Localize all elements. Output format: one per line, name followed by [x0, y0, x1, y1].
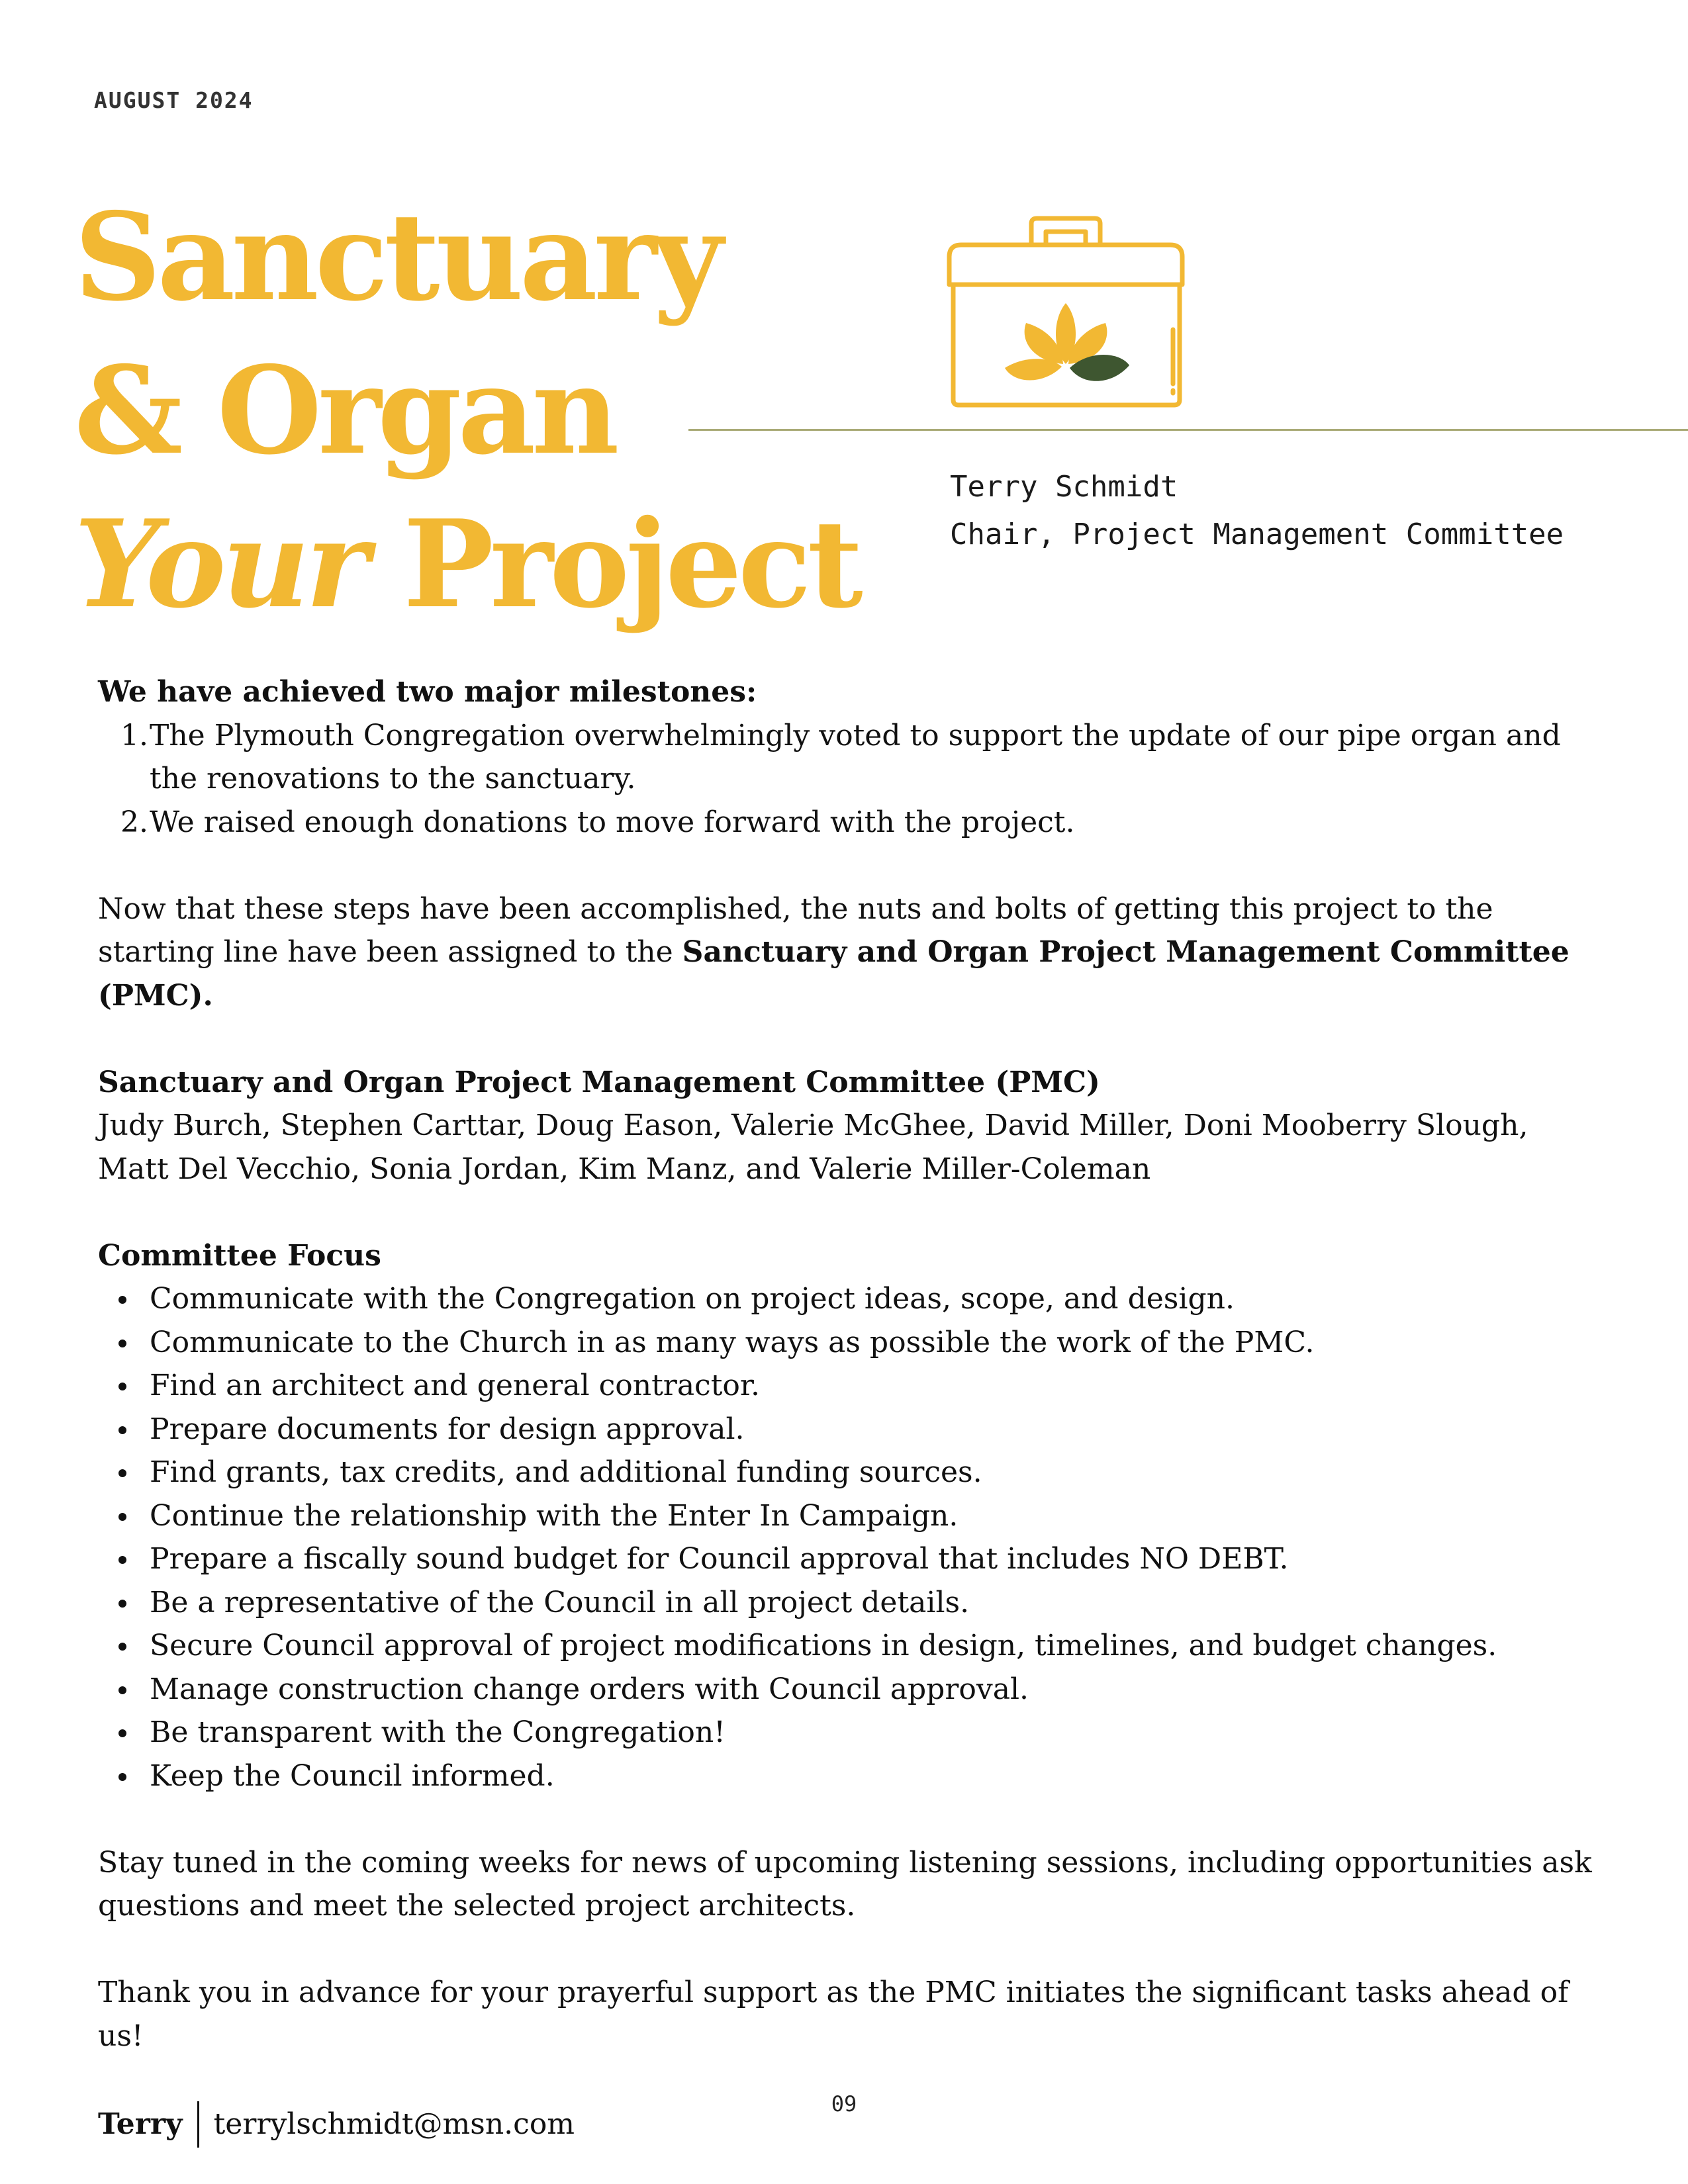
toolbox-leaf-icon [933, 205, 1198, 410]
list-item: Manage construction change orders with Council approval. [98, 1668, 1607, 1711]
intro-paragraph [98, 887, 1607, 1018]
title-line-2: & Organ [74, 340, 616, 481]
list-item: Be transparent with the Congregation! [98, 1711, 1607, 1754]
list-item [98, 714, 1607, 801]
author-name: Terry Schmidt [950, 470, 1178, 504]
title-line-3-rest: Project [403, 493, 859, 635]
signature-name: Terry [98, 2107, 183, 2141]
title-line-1: Sanctuary [74, 186, 720, 328]
list-item: Continue the relationship with the Enter In Campaign. [98, 1494, 1607, 1538]
thanks-paragraph: Thank you in advance for your prayerful support as the PMC initiates the significant tasks ahead of us! [98, 1976, 1569, 2053]
author-block [950, 463, 1564, 559]
list-item: Communicate with the Congregation on project ideas, scope, and design. [98, 1277, 1607, 1321]
page-title [74, 180, 859, 641]
signature-email[interactable]: terrylschmidt@msn.com [213, 2107, 575, 2141]
list-item: Find an architect and general contractor. [98, 1364, 1607, 1408]
list-item: Secure Council approval of project modifications in design, timelines, and budget changes. [98, 1624, 1607, 1668]
leaf-left-lower [1005, 359, 1062, 380]
committee-heading: Sanctuary and Organ Project Management Committee (PMC) [98, 1065, 1100, 1099]
page-number: 09 [831, 2091, 857, 2116]
list-item: Communicate to the Church in as many ways as possible the work of the PMC. [98, 1321, 1607, 1365]
stay-tuned-paragraph: Stay tuned in the coming weeks for news of upcoming listening sessions, including opportunities ask questions and meet the selected project architects. [98, 1845, 1592, 1923]
list-item [98, 801, 1607, 844]
list-item: Prepare documents for design approval. [98, 1408, 1607, 1451]
list-item: Find grants, tax credits, and additional funding sources. [98, 1451, 1607, 1494]
milestones-list [98, 714, 1607, 844]
list-item-text: We raised enough donations to move forward with the project. [150, 805, 1075, 839]
title-line-3 [74, 487, 859, 641]
article-body [98, 670, 1607, 2148]
focus-list [98, 1277, 1607, 1797]
list-item: Prepare a fiscally sound budget for Council approval that includes NO DEBT. [98, 1537, 1607, 1581]
list-item: Be a representative of the Council in all project details. [98, 1581, 1607, 1625]
intro-text: Now that these steps have been accomplished, the nuts and bolts of getting this project to the starting line have been assigned to the [98, 891, 1493, 969]
list-item-text: The Plymouth Congregation overwhelmingly voted to support the update of our pipe organ and the renovations to the sanctuary. [150, 718, 1561, 796]
list-number: 1. [120, 718, 148, 752]
committee-members: Judy Burch, Stephen Carttar, Doug Eason, Valerie McGhee, David Miller, Doni Mooberry Slough, Matt Del Vecchio, Sonia Jordan, Kim Manz, and Valerie Miller-Coleman [98, 1109, 1528, 1186]
author-role: Chair, Project Management Committee [950, 518, 1564, 551]
title-line-3-italic: Your [74, 493, 365, 635]
intro-bold: Sanctuary and Organ Project Management Committee (PMC). [98, 935, 1570, 1013]
header-divider [688, 429, 1688, 431]
list-item: Keep the Council informed. [98, 1754, 1607, 1798]
list-number: 2. [120, 805, 148, 839]
focus-heading: Committee Focus [98, 1238, 381, 1273]
milestones-heading: We have achieved two major milestones: [98, 675, 757, 709]
issue-date: AUGUST 2024 [94, 87, 254, 113]
